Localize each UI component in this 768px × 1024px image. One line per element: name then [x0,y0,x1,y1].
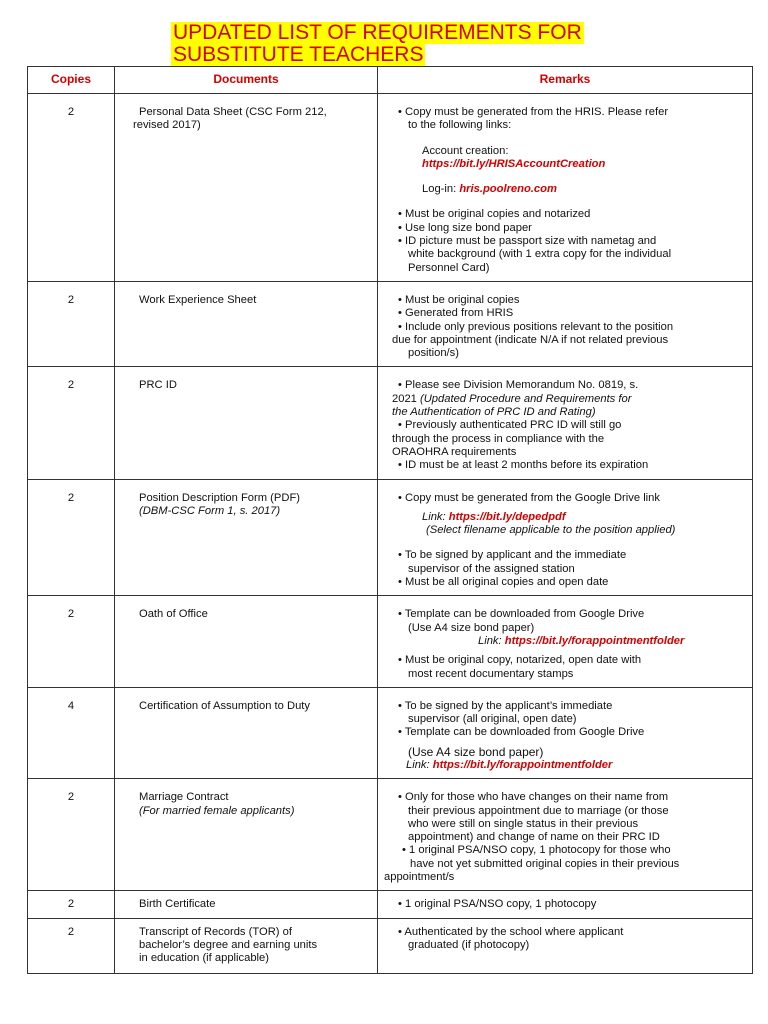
document-cell [115,918,378,973]
remark-text: • ID must be at least 2 months before its expiration [398,459,649,472]
table-row [28,596,753,687]
remark-text: 2021 [392,392,420,405]
remark-text: • Must be original copies [398,293,520,306]
remark-italic: Link: [478,634,505,647]
document-cell [115,596,378,687]
header-documents: Documents [115,67,378,94]
remark-text: Account creation: [422,144,509,157]
remarks-cell [378,891,753,918]
remark-text: supervisor of the assigned station [408,562,575,575]
remark-italic: Link: [422,510,449,523]
remarks-cell [378,918,753,973]
table-row [28,479,753,596]
remarks-cell [378,687,753,778]
copies-cell: 2 [28,596,115,687]
table-header-row [28,67,753,94]
document-name-cont: revised 2017) [133,119,201,132]
remark-text: due for appointment (indicate N/A if not related previous [392,333,669,346]
remark-text: • Template can be downloaded from Google Drive [398,608,645,621]
copies-cell: 2 [28,779,115,891]
document-name: Transcript of Records (TOR) of [139,925,292,938]
remark-text: • Authenticated by the school where applicant [398,925,624,938]
remark-text: • Must be original copy, notarized, open date with [398,654,642,667]
document-cell [115,479,378,596]
document-name: Oath of Office [139,608,208,621]
remark-text: • Only for those who have changes on their name from [398,791,669,804]
remark-text: • Please see Division Memorandum No. 0819, s. [398,379,639,392]
document-cell [115,281,378,366]
remark-text: • Must be original copies and notarized [398,208,591,221]
title-line-1: UPDATED LIST OF REQUIREMENTS FOR [173,21,582,44]
remarks-cell [378,779,753,891]
document-cell [115,367,378,479]
table-row [28,891,753,918]
remarks-cell [378,596,753,687]
document-name: Position Description Form (PDF) [139,491,301,504]
copies-cell: 2 [28,367,115,479]
title-line-2: SUBSTITUTE TEACHERS [173,43,424,66]
document-cell [115,779,378,891]
copies-cell: 2 [28,918,115,973]
remark-text: • 1 original PSA/NSO copy, 1 photocopy [398,898,597,911]
remark-text: appointment/s [384,871,455,884]
remark-italic: (Select filename applicable to the position applied) [426,524,676,537]
remark-text: • Copy must be generated from the Google Drive link [398,491,660,504]
table-row [28,779,753,891]
remark-text: appointment) and change of name on their PRC ID [408,831,660,844]
appointment-folder-link[interactable]: https://bit.ly/forappointmentfolder [432,758,613,771]
copies-cell: 2 [28,479,115,596]
document-name-cont: bachelor’s degree and earning units [139,938,318,951]
copies-cell: 2 [28,891,115,918]
document-subtitle: (DBM-CSC Form 1, s. 2017) [139,504,281,517]
remark-text: • Use long size bond paper [398,221,532,234]
document-cell [115,687,378,778]
table-row [28,281,753,366]
header-copies: Copies [28,67,115,94]
table-row [28,687,753,778]
copies-cell: 2 [28,281,115,366]
remarks-cell [378,367,753,479]
document-subtitle: (For married female applicants) [139,804,295,817]
document-name: Certification of Assumption to Duty [139,699,310,712]
document-name: Personal Data Sheet (CSC Form 212, [139,106,327,118]
remark-italic: Link: [406,758,433,771]
table-row [28,367,753,479]
document-cell [115,94,378,282]
header-remarks: Remarks [378,67,753,94]
table-row [28,918,753,973]
remark-text: • Template can be downloaded from Google Drive [398,726,645,739]
document-name: PRC ID [139,379,177,392]
remark-text: through the process in compliance with the [392,432,605,445]
document-name-cont: in education (if applicable) [139,952,269,965]
hris-account-link[interactable]: https://bit.ly/HRISAccountCreation [422,157,606,170]
table-row [28,94,753,282]
remark-text: • Must be all original copies and open date [398,576,609,589]
remark-italic: (Updated Procedure and Requirements for [420,392,632,405]
remark-italic: the Authentication of PRC ID and Rating) [392,406,596,419]
remarks-cell [378,479,753,596]
remark-text: supervisor (all original, open date) [408,713,577,726]
remark-text: ORAOHRA requirements [392,445,517,458]
remark-text: • Copy must be generated from the HRIS. Please refer [398,106,669,118]
remark-text: • Include only previous positions relevant to the position [398,320,674,333]
remark-text: who were still on single status in their previous [408,817,639,830]
copies-cell: 4 [28,687,115,778]
appointment-folder-link[interactable]: https://bit.ly/forappointmentfolder [504,634,685,647]
remark-text: their previous appointment due to marriage (or those [408,804,669,817]
remark-text: most recent documentary stamps [408,667,574,680]
document-name: Work Experience Sheet [139,293,257,306]
document-name: Marriage Contract [139,791,229,804]
remark-text: have not yet submitted original copies in their previous [410,857,680,870]
depedpdf-link[interactable]: https://bit.ly/depedpdf [448,510,566,523]
hris-login-link[interactable]: hris.poolreno.com [459,183,557,196]
page-title [171,22,584,66]
remark-text: (Use A4 size bond paper) [408,744,544,759]
copies-cell: 2 [28,94,115,282]
remark-text: to the following links: [408,119,512,132]
remark-text: Personnel Card) [408,261,490,274]
remarks-cell [378,94,753,282]
remarks-cell [378,281,753,366]
remark-text: • Previously authenticated PRC ID will still go [398,419,622,432]
remark-text: Log-in: [422,183,460,196]
remark-text: white background (with 1 extra copy for the individual [408,248,672,261]
requirements-table [27,66,753,974]
document-cell [115,891,378,918]
remark-text: • 1 original PSA/NSO copy, 1 photocopy for those who [402,844,671,857]
remark-text: graduated (if photocopy) [408,938,530,951]
remark-text: • Generated from HRIS [398,307,514,320]
remark-text: • To be signed by applicant and the immediate [398,549,627,562]
document-name: Birth Certificate [139,898,216,911]
remark-text: (Use A4 size bond paper) [408,621,535,634]
remark-text: • ID picture must be passport size with nametag and [398,235,657,248]
remark-text: • To be signed by the applicant’s immediate [398,699,613,712]
remark-text: position/s) [408,347,459,360]
